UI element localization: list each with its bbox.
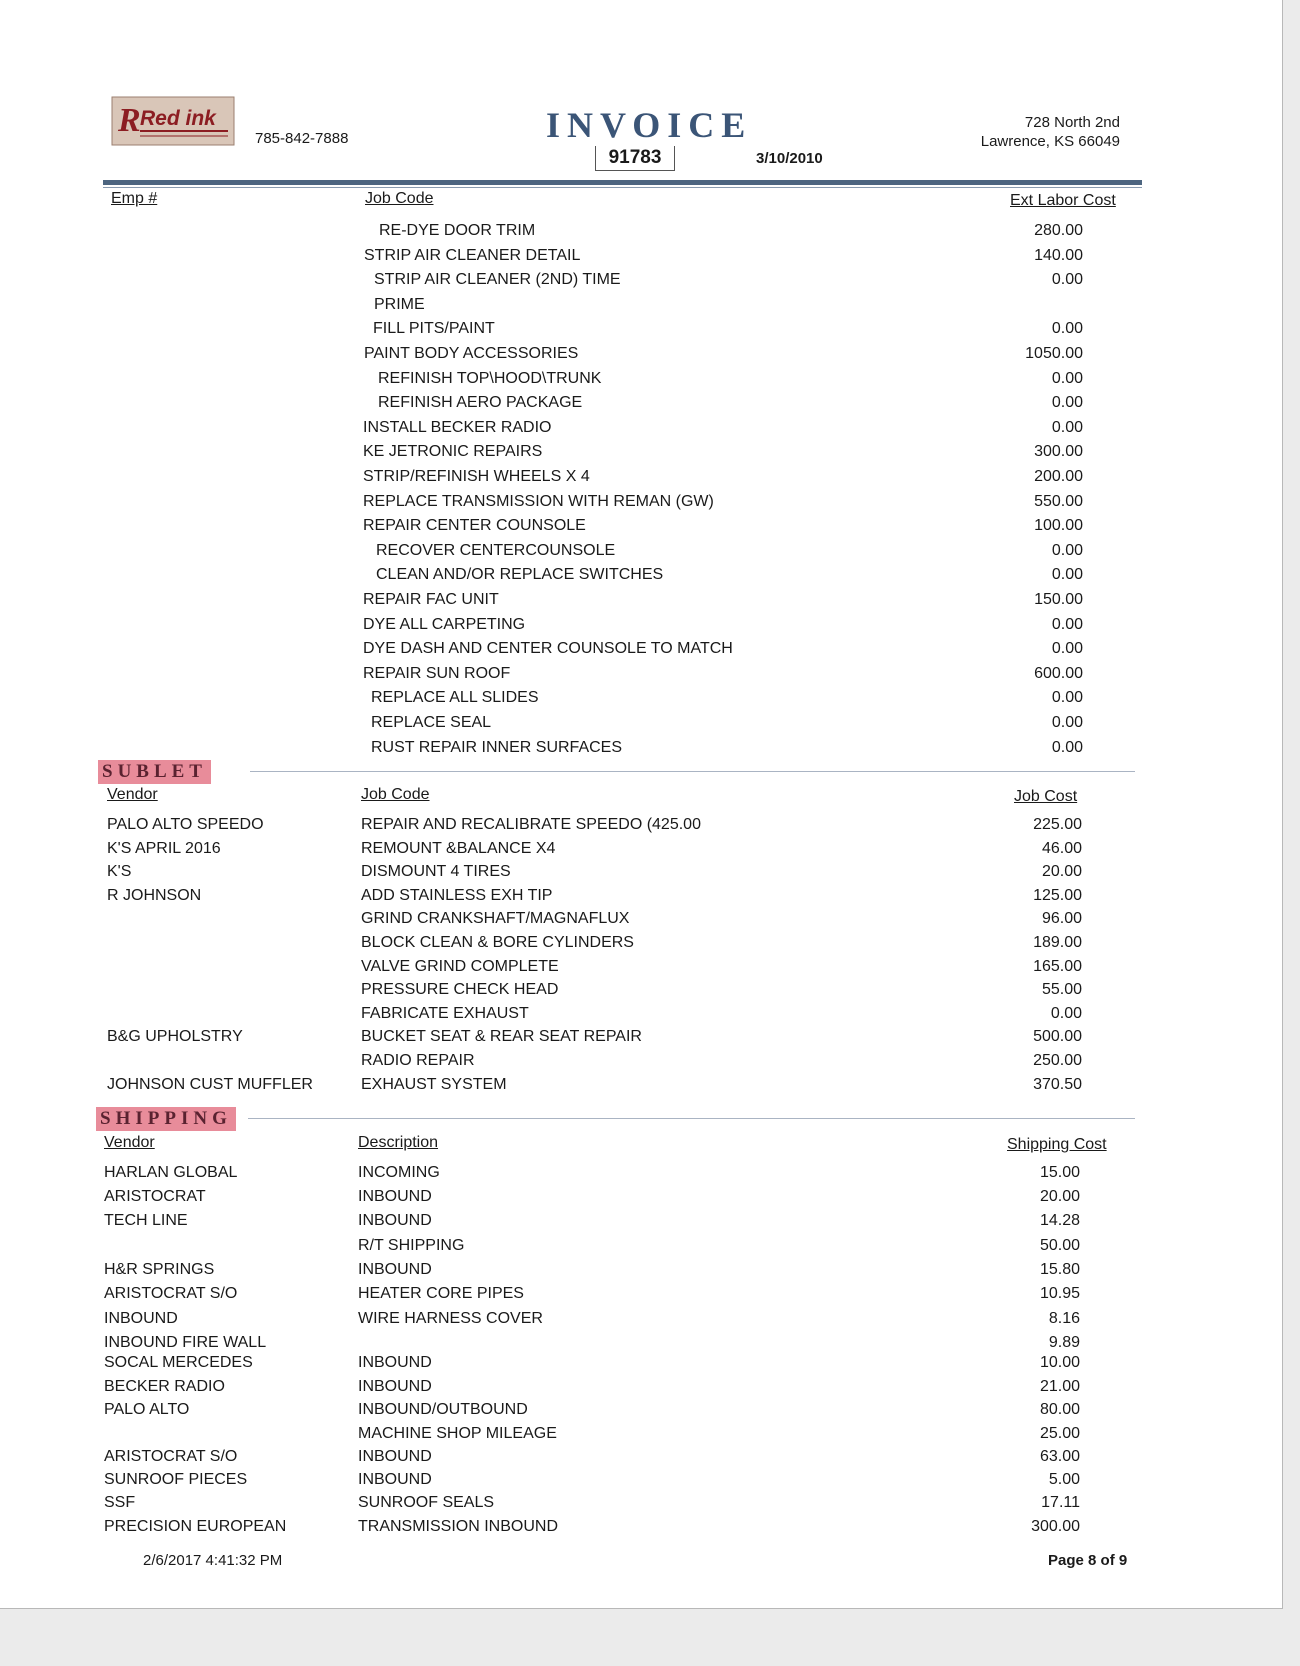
sublet-cost: 189.00 (1033, 934, 1082, 951)
sublet-row (0, 958, 1282, 980)
sublet-vendor: PALO ALTO SPEEDO (107, 816, 264, 833)
sublet-col-job-cost: Job Cost (1014, 788, 1078, 805)
labor-cost: 0.00 (1051, 369, 1083, 387)
shipping-cost: 50.00 (1039, 1237, 1080, 1254)
section-sublet: SUBLET (98, 760, 211, 784)
labor-row (0, 665, 1282, 687)
labor-job-code: REPAIR SUN ROOF (363, 664, 511, 682)
labor-cost: 200.00 (1034, 468, 1083, 485)
labor-row (0, 296, 1282, 318)
sublet-job-code: ADD STAINLESS EXH TIP (361, 886, 553, 904)
shipping-cost: 10.00 (1039, 1354, 1080, 1371)
sublet-cost: 0.00 (1050, 1004, 1082, 1022)
sublet-rule (250, 771, 1135, 772)
labor-row (0, 591, 1282, 613)
shipping-cost: 80.00 (1039, 1401, 1080, 1418)
sublet-job-code: DISMOUNT 4 TIRES (361, 863, 511, 881)
shipping-vendor: PRECISION EUROPEAN (104, 1518, 287, 1535)
labor-job-code: PRIME (374, 295, 425, 313)
invoice-number: 91783 (595, 146, 675, 171)
labor-row (0, 320, 1282, 342)
labor-row (0, 394, 1282, 416)
shipping-vendor: SUNROOF PIECES (104, 1471, 248, 1488)
labor-cost: 300.00 (1034, 443, 1083, 461)
shipping-cost: 8.16 (1048, 1310, 1080, 1327)
shipping-cost: 14.28 (1039, 1212, 1080, 1229)
labor-row (0, 468, 1282, 490)
labor-row (0, 517, 1282, 539)
labor-job-code: DYE DASH AND CENTER COUNSOLE TO MATCH (363, 640, 733, 658)
shipping-rule (248, 1118, 1135, 1119)
labor-row (0, 345, 1282, 367)
sublet-job-code: REMOUNT &BALANCE X4 (361, 839, 556, 857)
sublet-vendor: JOHNSON CUST MUFFLER (107, 1075, 313, 1093)
labor-row (0, 247, 1282, 269)
shipping-row (0, 1237, 1282, 1259)
labor-job-code: STRIP/REFINISH WHEELS X 4 (363, 468, 590, 485)
shipping-vendor: SOCAL MERCEDES (104, 1354, 253, 1371)
sublet-vendor: R JOHNSON (107, 886, 202, 904)
shipping-cost: 10.95 (1039, 1285, 1080, 1302)
shipping-row (0, 1354, 1282, 1376)
sublet-cost: 225.00 (1033, 816, 1082, 833)
shipping-vendor: BECKER RADIO (104, 1378, 225, 1395)
shipping-cost: 5.00 (1048, 1471, 1080, 1488)
labor-row (0, 542, 1282, 564)
shipping-cost: 300.00 (1031, 1518, 1080, 1535)
address-line-1: 728 North 2nd (1024, 114, 1120, 131)
labor-cost: 0.00 (1051, 615, 1083, 633)
labor-cost: 0.00 (1051, 714, 1083, 731)
shipping-row (0, 1471, 1282, 1493)
labor-row (0, 714, 1282, 736)
shipping-row (0, 1401, 1282, 1423)
invoice-date: 3/10/2010 (756, 150, 823, 167)
sublet-cost: 250.00 (1033, 1052, 1082, 1069)
labor-row (0, 443, 1282, 465)
shipping-cost: 21.00 (1039, 1378, 1080, 1395)
sublet-row (0, 1028, 1282, 1050)
shipping-row (0, 1378, 1282, 1400)
labor-cost: 280.00 (1034, 222, 1083, 239)
shipping-vendor: INBOUND (104, 1310, 178, 1327)
shipping-description: INBOUND (358, 1188, 432, 1205)
shipping-vendor: ARISTOCRAT (104, 1188, 206, 1205)
header-divider (103, 180, 1142, 185)
labor-cost: 0.00 (1051, 738, 1083, 756)
labor-cost: 0.00 (1051, 566, 1083, 584)
labor-row (0, 419, 1282, 441)
labor-cost: 0.00 (1051, 640, 1083, 658)
sublet-row (0, 934, 1282, 956)
shipping-row (0, 1261, 1282, 1283)
company-address (981, 113, 1120, 151)
labor-job-code: REFINISH AERO PACKAGE (378, 394, 583, 412)
sublet-col-vendor: Vendor (107, 786, 158, 803)
shipping-vendor: H&R SPRINGS (104, 1261, 215, 1278)
labor-job-code: REPAIR CENTER COUNSOLE (363, 517, 586, 535)
labor-job-code: KE JETRONIC REPAIRS (363, 443, 543, 461)
sublet-vendor: K'S (107, 863, 132, 881)
shipping-vendor: ARISTOCRAT S/O (104, 1448, 238, 1465)
sublet-job-code: BLOCK CLEAN & BORE CYLINDERS (361, 934, 634, 951)
shipping-row (0, 1285, 1282, 1307)
sublet-cost: 165.00 (1033, 957, 1082, 975)
sublet-job-code: FABRICATE EXHAUST (361, 1004, 529, 1022)
sublet-row (0, 840, 1282, 862)
sublet-job-code: PRESSURE CHECK HEAD (361, 981, 559, 999)
labor-cost: 550.00 (1034, 492, 1083, 510)
sublet-cost: 370.50 (1033, 1075, 1082, 1093)
sublet-job-code: VALVE GRIND COMPLETE (361, 957, 559, 975)
shipping-cost: 15.80 (1039, 1261, 1080, 1278)
shipping-row (0, 1164, 1282, 1186)
labor-job-code: INSTALL BECKER RADIO (363, 418, 552, 436)
shipping-vendor: TECH LINE (104, 1212, 188, 1229)
shipping-cost: 25.00 (1039, 1425, 1080, 1442)
labor-cost: 150.00 (1034, 591, 1083, 608)
sublet-job-code: EXHAUST SYSTEM (361, 1075, 507, 1093)
labor-job-code: CLEAN AND/OR REPLACE SWITCHES (376, 566, 664, 584)
header-divider-thin (103, 187, 1142, 188)
shipping-description: HEATER CORE PIPES (358, 1285, 524, 1302)
shipping-col-cost: Shipping Cost (1007, 1136, 1107, 1153)
sublet-job-code: RADIO REPAIR (361, 1052, 475, 1069)
sublet-vendor: B&G UPHOLSTRY (107, 1028, 243, 1046)
shipping-vendor: HARLAN GLOBAL (104, 1164, 238, 1181)
shipping-description: INCOMING (358, 1164, 440, 1181)
sublet-job-code: BUCKET SEAT & REAR SEAT REPAIR (361, 1028, 642, 1046)
shipping-row (0, 1494, 1282, 1516)
sublet-row (0, 1076, 1282, 1098)
labor-row (0, 222, 1282, 244)
sublet-row (0, 816, 1282, 838)
shipping-col-description: Description (358, 1134, 439, 1151)
sublet-cost: 500.00 (1033, 1028, 1082, 1046)
shipping-description: INBOUND (358, 1212, 432, 1229)
svg-text:R: R (118, 102, 141, 139)
sublet-cost: 96.00 (1041, 910, 1082, 928)
labor-job-code: REPLACE ALL SLIDES (371, 689, 539, 707)
labor-job-code: STRIP AIR CLEANER DETAIL (364, 246, 581, 264)
labor-cost: 140.00 (1034, 246, 1083, 264)
sublet-cost: 55.00 (1041, 981, 1082, 999)
labor-cost: 100.00 (1034, 517, 1083, 535)
labor-job-code: REPLACE SEAL (371, 714, 492, 731)
labor-cost: 600.00 (1034, 664, 1083, 682)
labor-job-code: RECOVER CENTERCOUNSOLE (376, 541, 616, 559)
col-header-job-code: Job Code (365, 190, 434, 207)
col-header-ext-labor-cost: Ext Labor Cost (1010, 192, 1116, 209)
shipping-row (0, 1334, 1282, 1356)
sublet-row (0, 1052, 1282, 1074)
labor-job-code: STRIP AIR CLEANER (2ND) TIME (374, 271, 621, 289)
col-header-emp: Emp # (111, 190, 158, 207)
sublet-vendor: K'S APRIL 2016 (107, 839, 221, 857)
shipping-vendor: INBOUND FIRE WALL (104, 1334, 267, 1351)
shipping-cost: 63.00 (1039, 1448, 1080, 1465)
address-line-2: Lawrence, KS 66049 (980, 133, 1120, 150)
labor-job-code: RE-DYE DOOR TRIM (379, 222, 536, 239)
shipping-col-vendor: Vendor (104, 1134, 155, 1151)
labor-row (0, 271, 1282, 293)
labor-cost: 1050.00 (1025, 345, 1083, 362)
labor-job-code: REPAIR FAC UNIT (363, 591, 499, 608)
labor-row (0, 616, 1282, 638)
shipping-vendor: PALO ALTO (104, 1401, 190, 1418)
shipping-cost: 9.89 (1048, 1334, 1080, 1351)
labor-row (0, 689, 1282, 711)
sublet-cost: 20.00 (1041, 863, 1082, 881)
shipping-row (0, 1310, 1282, 1332)
section-shipping: SHIPPING (96, 1107, 236, 1131)
labor-row (0, 370, 1282, 392)
labor-job-code: DYE ALL CARPETING (363, 615, 526, 633)
labor-job-code: FILL PITS/PAINT (373, 320, 495, 338)
labor-cost: 0.00 (1051, 394, 1083, 412)
labor-cost: 0.00 (1051, 689, 1083, 707)
sublet-cost: 125.00 (1033, 886, 1082, 904)
sublet-row (0, 910, 1282, 932)
labor-job-code: RUST REPAIR INNER SURFACES (371, 738, 623, 756)
logo-text: Red ink (140, 107, 216, 130)
shipping-description: INBOUND (358, 1354, 432, 1371)
shipping-cost: 20.00 (1039, 1188, 1080, 1205)
shipping-description: INBOUND (358, 1261, 432, 1278)
labor-cost: 0.00 (1051, 541, 1083, 559)
sublet-row (0, 981, 1282, 1003)
page-number: Page 8 of 9 (1048, 1552, 1128, 1569)
labor-job-code: PAINT BODY ACCESSORIES (364, 345, 579, 362)
labor-row (0, 493, 1282, 515)
sublet-col-job-code: Job Code (361, 786, 430, 803)
shipping-row (0, 1448, 1282, 1470)
phone-number: 785-842-7888 (255, 130, 349, 147)
sublet-job-code: REPAIR AND RECALIBRATE SPEEDO (425.00 (361, 816, 701, 833)
shipping-vendor: SSF (104, 1494, 136, 1511)
shipping-description: WIRE HARNESS COVER (358, 1310, 543, 1327)
sublet-row (0, 1005, 1282, 1027)
labor-cost: 0.00 (1051, 271, 1083, 289)
shipping-description: MACHINE SHOP MILEAGE (358, 1425, 557, 1442)
shipping-description: INBOUND (358, 1471, 432, 1488)
labor-row (0, 640, 1282, 662)
shipping-row (0, 1188, 1282, 1210)
shipping-row (0, 1425, 1282, 1447)
labor-cost: 0.00 (1051, 418, 1083, 436)
shipping-row (0, 1212, 1282, 1234)
print-timestamp: 2/6/2017 4:41:32 PM (143, 1552, 283, 1569)
labor-cost: 0.00 (1051, 320, 1083, 338)
sublet-row (0, 863, 1282, 885)
shipping-description: SUNROOF SEALS (358, 1494, 495, 1511)
shipping-description: INBOUND (358, 1448, 432, 1465)
labor-job-code: REPLACE TRANSMISSION WITH REMAN (GW) (363, 492, 714, 510)
shipping-description: INBOUND/OUTBOUND (358, 1401, 528, 1418)
shipping-cost: 15.00 (1039, 1164, 1080, 1181)
labor-job-code: REFINISH TOP\HOOD\TRUNK (378, 369, 602, 387)
page-title: INVOICE (546, 105, 753, 145)
shipping-vendor: ARISTOCRAT S/O (104, 1285, 238, 1302)
sublet-job-code: GRIND CRANKSHAFT/MAGNAFLUX (361, 910, 630, 928)
shipping-description: TRANSMISSION INBOUND (358, 1518, 559, 1535)
sublet-cost: 46.00 (1041, 839, 1082, 857)
shipping-cost: 17.11 (1041, 1494, 1080, 1511)
shipping-description: INBOUND (358, 1378, 432, 1395)
labor-row (0, 566, 1282, 588)
sublet-row (0, 887, 1282, 909)
labor-row (0, 739, 1282, 761)
shipping-row (0, 1518, 1282, 1540)
shipping-description: R/T SHIPPING (358, 1237, 465, 1254)
company-logo (110, 95, 236, 147)
